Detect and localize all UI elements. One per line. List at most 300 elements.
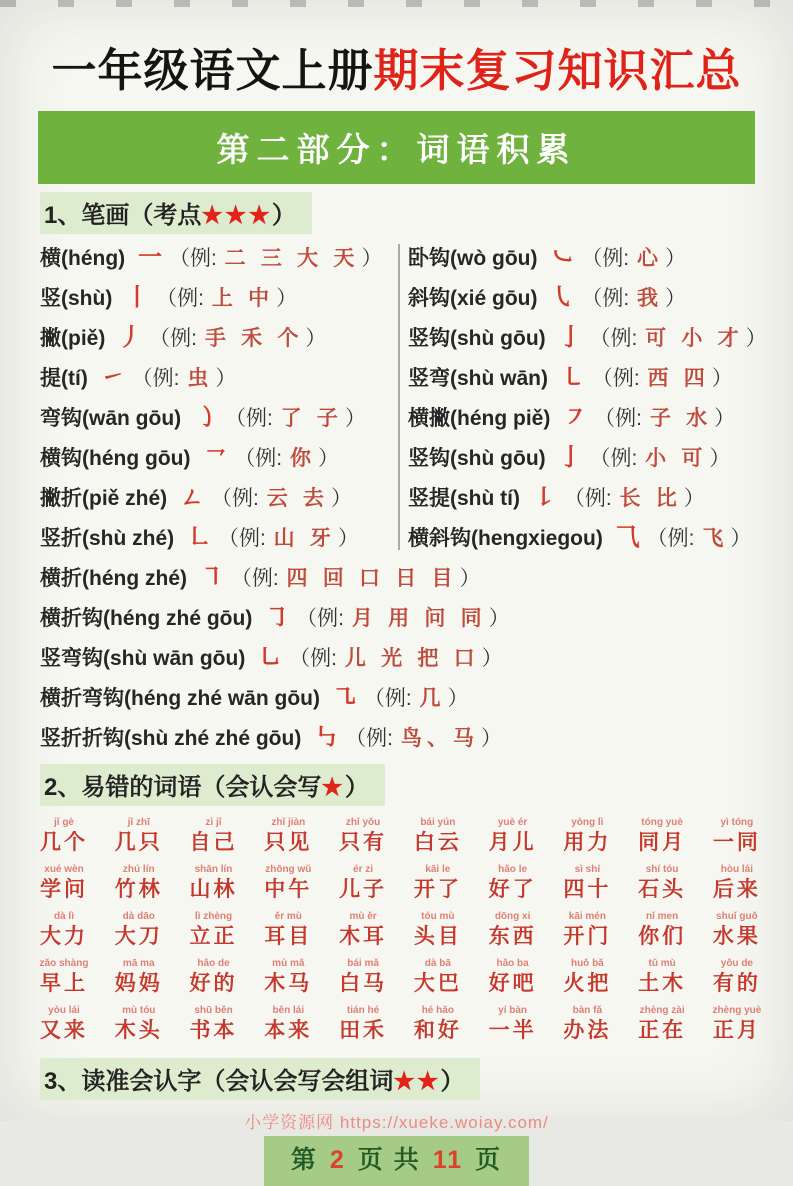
example-prefix: （例: xyxy=(224,407,279,431)
word-characters: 书本 xyxy=(189,1018,238,1043)
word-cell xyxy=(333,957,393,997)
word-cell xyxy=(34,1004,94,1044)
word-characters: 自己 xyxy=(189,830,238,855)
word-characters: 大力 xyxy=(40,924,88,949)
section-2-header xyxy=(40,764,793,806)
example-characters: 你 xyxy=(289,446,316,471)
stroke-name-pinyin: 竖弯(shù wān) xyxy=(408,367,554,391)
stroke-symbol: ㇇ xyxy=(563,404,588,432)
stroke-symbol: ㇄ xyxy=(560,364,585,392)
example-characters: 山 牙 xyxy=(273,526,336,551)
stroke-name-pinyin: 竖弯钩(shù wān gōu) xyxy=(40,647,252,671)
word-grid xyxy=(34,816,767,1044)
word-cell xyxy=(483,957,543,997)
word-cell xyxy=(184,1004,244,1044)
word-characters: 中午 xyxy=(264,877,313,902)
word-pinyin: yòu lái xyxy=(48,1005,80,1017)
word-pinyin: mù mǎ xyxy=(272,958,305,970)
word-cell xyxy=(483,910,543,950)
stroke-row xyxy=(40,638,783,678)
word-pinyin: bái mǎ xyxy=(347,958,379,970)
word-cell xyxy=(557,957,617,997)
word-cell xyxy=(34,957,94,997)
word-pinyin: jǐ gè xyxy=(53,817,74,829)
example-suffix: ） xyxy=(276,287,298,311)
example-suffix: ） xyxy=(317,447,339,471)
word-cell xyxy=(109,816,169,856)
word-characters: 开门 xyxy=(563,924,612,949)
word-cell xyxy=(258,957,318,997)
word-characters: 几个 xyxy=(40,830,88,855)
example-suffix: ） xyxy=(745,327,767,351)
example-characters: 飞 xyxy=(702,526,729,551)
word-characters: 只有 xyxy=(339,830,388,855)
word-pinyin: hǎo ba xyxy=(496,958,529,970)
example-suffix: ） xyxy=(709,447,731,471)
word-cell xyxy=(408,910,468,950)
page-number-bar xyxy=(264,1136,529,1186)
word-characters: 四十 xyxy=(563,877,612,902)
word-cell xyxy=(34,816,94,856)
word-characters: 开了 xyxy=(413,877,462,902)
stroke-name-pinyin: 竖折折钩(shù zhé zhé gōu) xyxy=(40,727,308,751)
word-cell xyxy=(34,910,94,950)
word-pinyin: xué wèn xyxy=(44,864,84,876)
word-pinyin: nǐ men xyxy=(646,911,679,923)
example-suffix: ） xyxy=(215,367,237,391)
page-current-number: 2 xyxy=(329,1146,346,1175)
word-characters: 有的 xyxy=(712,971,761,996)
stroke-row xyxy=(40,718,783,758)
stroke-name-pinyin: 竖(shù) xyxy=(40,287,119,311)
word-characters: 木头 xyxy=(114,1018,163,1043)
word-characters: 月儿 xyxy=(488,830,537,855)
word-pinyin: bàn fǎ xyxy=(572,1005,603,1017)
stroke-name-pinyin: 竖钩(shù gōu) xyxy=(408,447,552,471)
stroke-symbol: 一 xyxy=(137,244,162,272)
stroke-name-pinyin: 横钩(héng gōu) xyxy=(40,447,197,471)
word-characters: 白马 xyxy=(339,971,388,996)
example-characters: 子 水 xyxy=(649,406,713,431)
stroke-row xyxy=(408,398,783,438)
example-prefix: （例: xyxy=(594,407,648,431)
example-prefix: （例: xyxy=(289,647,343,671)
stroke-name-pinyin: 竖提(shù tí) xyxy=(408,487,526,511)
word-pinyin: zhǐ jiàn xyxy=(271,817,306,829)
stroke-name-pinyin: 横(héng) xyxy=(40,247,131,271)
stroke-column-right xyxy=(408,238,783,558)
example-suffix: ） xyxy=(664,247,686,271)
word-characters: 又来 xyxy=(40,1018,88,1043)
page-total-number: 11 xyxy=(432,1146,464,1175)
word-characters: 火把 xyxy=(563,971,612,996)
example-suffix: ） xyxy=(337,527,359,551)
word-pinyin: ér zi xyxy=(353,864,374,876)
word-characters: 立正 xyxy=(189,924,238,949)
section-1-close: ） xyxy=(271,202,296,230)
word-pinyin: zhōng wǔ xyxy=(265,864,312,876)
stroke-name-pinyin: 竖折(shù zhé) xyxy=(40,527,180,551)
example-suffix: ） xyxy=(305,327,327,351)
example-suffix: ） xyxy=(330,487,352,511)
word-characters: 田禾 xyxy=(339,1018,388,1043)
example-suffix: ） xyxy=(683,487,705,511)
stroke-row xyxy=(408,278,783,318)
stroke-name-pinyin: 撇(piě) xyxy=(40,327,112,351)
example-characters: 西 四 xyxy=(647,366,710,391)
example-prefix: （例: xyxy=(591,367,646,391)
word-cell xyxy=(258,1004,318,1044)
stroke-row xyxy=(40,678,783,718)
example-characters: 四 回 口 日 目 xyxy=(286,566,458,591)
word-characters: 同月 xyxy=(638,830,687,855)
word-cell xyxy=(109,1004,169,1044)
word-row xyxy=(34,863,767,903)
word-pinyin: yòng lì xyxy=(571,817,604,829)
word-pinyin: zhèng yuè xyxy=(712,1005,762,1017)
section-1-highlight xyxy=(40,192,312,234)
example-prefix: （例: xyxy=(563,487,618,511)
word-pinyin: hòu lái xyxy=(720,864,753,876)
stroke-row xyxy=(40,478,398,518)
word-cell xyxy=(483,863,543,903)
stroke-row xyxy=(408,438,783,478)
word-characters: 石头 xyxy=(638,877,687,902)
example-prefix: （例: xyxy=(230,567,285,591)
stroke-symbol: ㇃ xyxy=(550,244,575,272)
word-pinyin: hé hǎo xyxy=(421,1005,454,1017)
stroke-row xyxy=(40,438,398,478)
example-characters: 上 中 xyxy=(211,286,275,311)
example-prefix: （例: xyxy=(589,327,644,351)
word-cell xyxy=(333,910,393,950)
word-characters: 只见 xyxy=(264,830,313,855)
word-cell xyxy=(632,816,692,856)
word-characters: 妈妈 xyxy=(114,971,163,996)
word-cell xyxy=(707,1004,767,1044)
stroke-symbol: 丨 xyxy=(125,284,150,312)
word-cell xyxy=(408,1004,468,1044)
example-prefix: （例: xyxy=(345,727,399,751)
word-pinyin: zhú lín xyxy=(122,864,155,876)
example-characters: 长 比 xyxy=(619,486,682,511)
word-pinyin: dà lì xyxy=(53,911,74,923)
word-pinyin: dà bā xyxy=(424,958,451,970)
stroke-name-pinyin: 竖钩(shù gōu) xyxy=(408,327,552,351)
section-2-highlight xyxy=(40,764,385,806)
section-1-stars: ★★★ xyxy=(201,202,272,230)
word-cell xyxy=(707,957,767,997)
word-characters: 白云 xyxy=(413,830,462,855)
stroke-symbol: ㇉ xyxy=(314,724,339,752)
example-suffix: ） xyxy=(665,287,687,311)
stroke-symbol: ㇈ xyxy=(332,684,357,712)
word-characters: 和好 xyxy=(413,1018,462,1043)
example-prefix: （例: xyxy=(363,687,418,711)
word-characters: 后来 xyxy=(712,877,761,902)
word-characters: 土木 xyxy=(638,971,687,996)
example-prefix: （例: xyxy=(581,247,635,271)
stroke-symbol: ㇟ xyxy=(258,644,283,672)
word-cell xyxy=(707,816,767,856)
word-cell xyxy=(258,816,318,856)
stroke-row xyxy=(40,358,398,398)
stroke-name-pinyin: 横折弯钩(héng zhé wān gōu) xyxy=(40,687,326,711)
word-characters: 头目 xyxy=(413,924,462,949)
example-prefix: （例: xyxy=(211,487,265,511)
example-prefix: （例: xyxy=(589,447,644,471)
word-cell xyxy=(184,816,244,856)
example-suffix: ） xyxy=(488,607,510,631)
page-label-suffix: 页 xyxy=(475,1146,503,1175)
example-prefix: （例: xyxy=(296,607,350,631)
word-characters: 几只 xyxy=(114,830,163,855)
section-3-text: 3、读准会认字（会认会写会组词 xyxy=(44,1068,394,1096)
stroke-row xyxy=(408,318,783,358)
stroke-symbol: 丿 xyxy=(118,324,143,352)
word-characters: 一半 xyxy=(488,1018,537,1043)
column-divider xyxy=(398,244,400,550)
word-characters: 木耳 xyxy=(339,924,388,949)
page-title xyxy=(0,0,793,96)
stroke-name-pinyin: 卧钩(wò gōu) xyxy=(408,247,544,271)
word-characters: 木马 xyxy=(264,971,313,996)
word-characters: 正在 xyxy=(638,1018,687,1043)
example-suffix: ） xyxy=(361,247,383,271)
word-pinyin: mā ma xyxy=(122,958,155,970)
stroke-symbol: ㇕ xyxy=(199,564,224,592)
word-pinyin: dà dāo xyxy=(122,911,155,923)
example-suffix: ） xyxy=(447,687,469,711)
example-characters: 几 xyxy=(419,686,446,711)
example-prefix: （例: xyxy=(646,527,701,551)
word-pinyin: huǒ bǎ xyxy=(570,958,604,970)
word-cell xyxy=(408,816,468,856)
section-1-header xyxy=(40,192,793,234)
example-characters: 二 三 大 天 xyxy=(224,246,360,271)
word-characters: 正月 xyxy=(712,1018,761,1043)
word-cell xyxy=(483,1004,543,1044)
stroke-symbol: ㇆ xyxy=(265,604,290,632)
word-cell xyxy=(707,863,767,903)
example-suffix: ） xyxy=(459,567,481,591)
section-2-stars: ★ xyxy=(321,774,345,802)
word-characters: 用力 xyxy=(563,830,612,855)
stroke-row xyxy=(408,238,783,278)
word-cell xyxy=(632,957,692,997)
word-characters: 学问 xyxy=(40,877,88,902)
stroke-symbol: ⺄ xyxy=(615,524,640,552)
word-characters: 一同 xyxy=(712,830,761,855)
section-3-close: ） xyxy=(440,1068,465,1096)
word-pinyin: ěr mù xyxy=(274,911,302,923)
stroke-symbol: ㄥ xyxy=(180,484,205,512)
word-characters: 耳目 xyxy=(264,924,313,949)
word-pinyin: tóng yuè xyxy=(641,817,683,829)
word-characters: 你们 xyxy=(638,924,687,949)
section-3-stars: ★★ xyxy=(393,1068,441,1096)
word-pinyin: shū běn xyxy=(194,1005,233,1017)
word-pinyin: tóu mù xyxy=(421,911,455,923)
stroke-row xyxy=(40,318,398,358)
stroke-row xyxy=(40,558,783,598)
word-cell xyxy=(34,863,94,903)
stroke-symbol: ㇙ xyxy=(532,484,557,512)
stroke-row xyxy=(408,358,783,398)
word-pinyin: mù tóu xyxy=(122,1005,156,1017)
example-suffix: ） xyxy=(711,367,733,391)
word-row xyxy=(34,816,767,856)
example-prefix: （例: xyxy=(131,367,186,391)
word-cell xyxy=(557,1004,617,1044)
word-characters: 水果 xyxy=(712,924,761,949)
stroke-symbol: ㇁ xyxy=(193,404,218,432)
word-pinyin: běn lái xyxy=(272,1005,305,1017)
example-characters: 手 禾 个 xyxy=(204,326,304,351)
example-prefix: （例: xyxy=(234,447,288,471)
example-prefix: （例: xyxy=(168,247,223,271)
stroke-row xyxy=(40,398,398,438)
word-characters: 儿子 xyxy=(339,877,388,902)
stroke-row xyxy=(40,518,398,558)
example-suffix: ） xyxy=(714,407,736,431)
word-characters: 大刀 xyxy=(114,924,163,949)
word-pinyin: tǔ mù xyxy=(648,958,676,970)
word-cell xyxy=(184,863,244,903)
example-prefix: （例: xyxy=(581,287,636,311)
stroke-name-pinyin: 横撇(héng piě) xyxy=(408,407,557,431)
word-cell xyxy=(333,816,393,856)
example-characters: 鸟、马 xyxy=(400,726,479,751)
word-pinyin: dōng xi xyxy=(494,911,531,923)
word-pinyin: kāi le xyxy=(425,864,451,876)
example-characters: 云 去 xyxy=(266,486,329,511)
word-pinyin: zhèng zài xyxy=(639,1005,685,1017)
stroke-column-left xyxy=(40,238,398,558)
stroke-row xyxy=(40,238,398,278)
stroke-full-width-rows xyxy=(40,558,783,758)
example-suffix: ） xyxy=(480,727,502,751)
stroke-symbol: 亅 xyxy=(558,324,583,352)
word-pinyin: yì tóng xyxy=(720,817,754,829)
section-3-highlight xyxy=(40,1058,480,1100)
word-characters: 好的 xyxy=(189,971,238,996)
example-characters: 心 xyxy=(636,246,663,271)
word-pinyin: tián hé xyxy=(346,1005,380,1017)
word-pinyin: zì jǐ xyxy=(205,817,222,829)
stroke-name-pinyin: 弯钩(wān gōu) xyxy=(40,407,187,431)
page-label-prefix: 第 xyxy=(290,1146,318,1175)
stroke-symbol: ㇀ xyxy=(100,364,125,392)
stroke-name-pinyin: 横折(héng zhé) xyxy=(40,567,193,591)
stroke-symbol: ㇗ xyxy=(187,524,211,552)
word-pinyin: shān lín xyxy=(194,864,233,876)
section-2-close: ） xyxy=(344,774,369,802)
stroke-symbol: 亅 xyxy=(558,444,583,472)
word-pinyin: jǐ zhī xyxy=(127,817,150,829)
stroke-symbol: ㇖ xyxy=(203,444,228,472)
word-pinyin: mù ěr xyxy=(349,911,377,923)
example-prefix: （例: xyxy=(149,327,203,351)
stroke-row xyxy=(40,598,783,638)
stroke-two-columns xyxy=(40,238,783,558)
example-suffix: ） xyxy=(730,527,752,551)
word-cell xyxy=(707,910,767,950)
word-cell xyxy=(184,957,244,997)
example-suffix: ） xyxy=(481,647,503,671)
word-characters: 早上 xyxy=(40,971,88,996)
stroke-row xyxy=(40,278,398,318)
word-characters: 大巴 xyxy=(413,971,462,996)
word-cell xyxy=(557,863,617,903)
example-characters: 了 子 xyxy=(280,406,343,431)
word-cell xyxy=(632,1004,692,1044)
stroke-symbol: ㇂ xyxy=(550,284,575,312)
word-pinyin: yí bàn xyxy=(498,1005,528,1017)
example-characters: 月 用 问 同 xyxy=(351,606,487,631)
word-pinyin: hǎo de xyxy=(197,958,230,970)
stroke-name-pinyin: 撇折(piě zhé) xyxy=(40,487,174,511)
word-pinyin: shuǐ guǒ xyxy=(716,911,758,923)
stroke-name-pinyin: 斜钩(xié gōu) xyxy=(408,287,544,311)
word-cell xyxy=(408,957,468,997)
word-cell xyxy=(109,910,169,950)
stroke-row xyxy=(408,518,783,558)
word-pinyin: zhǐ yǒu xyxy=(345,817,381,829)
example-characters: 小 可 xyxy=(645,446,708,471)
word-cell xyxy=(109,863,169,903)
word-pinyin: kāi mén xyxy=(568,911,606,923)
title-black-part: 一年级语文上册 xyxy=(51,45,374,96)
word-cell xyxy=(632,910,692,950)
word-characters: 好吧 xyxy=(488,971,537,996)
word-pinyin: zǎo shàng xyxy=(39,958,89,970)
word-cell xyxy=(333,1004,393,1044)
word-characters: 山林 xyxy=(189,877,238,902)
example-characters: 儿 光 把 口 xyxy=(344,646,480,671)
word-cell xyxy=(557,910,617,950)
word-characters: 好了 xyxy=(488,877,537,902)
stroke-name-pinyin: 横折钩(héng zhé gōu) xyxy=(40,607,259,631)
word-cell xyxy=(483,816,543,856)
stroke-name-pinyin: 提(tí) xyxy=(40,367,94,391)
word-characters: 本来 xyxy=(264,1018,313,1043)
word-pinyin: bái yún xyxy=(420,817,456,829)
word-characters: 办法 xyxy=(563,1018,612,1043)
stroke-name-pinyin: 横斜钩(hengxiegou) xyxy=(408,527,609,551)
word-pinyin: yuè ér xyxy=(497,817,528,829)
word-pinyin: lì zhèng xyxy=(194,911,233,923)
example-characters: 虫 xyxy=(187,366,214,391)
section-banner: 第二部分：词语积累 xyxy=(38,111,755,184)
section-3-header xyxy=(40,1058,793,1100)
title-red-part: 期末复习知识汇总 xyxy=(373,45,742,96)
word-row xyxy=(34,910,767,950)
word-pinyin: shí tóu xyxy=(645,864,679,876)
section-1-text: 1、笔画（考点 xyxy=(44,202,202,230)
word-characters: 东西 xyxy=(488,924,537,949)
example-characters: 我 xyxy=(637,286,664,311)
example-prefix: （例: xyxy=(218,527,272,551)
example-prefix: （例: xyxy=(156,287,210,311)
word-cell xyxy=(632,863,692,903)
word-row xyxy=(34,957,767,997)
example-characters: 可 小 才 xyxy=(645,326,744,351)
watermark-url: 小学资源网 https://xueke.woiay.com/ xyxy=(244,1113,549,1133)
word-cell xyxy=(184,910,244,950)
word-cell xyxy=(258,863,318,903)
word-cell xyxy=(408,863,468,903)
